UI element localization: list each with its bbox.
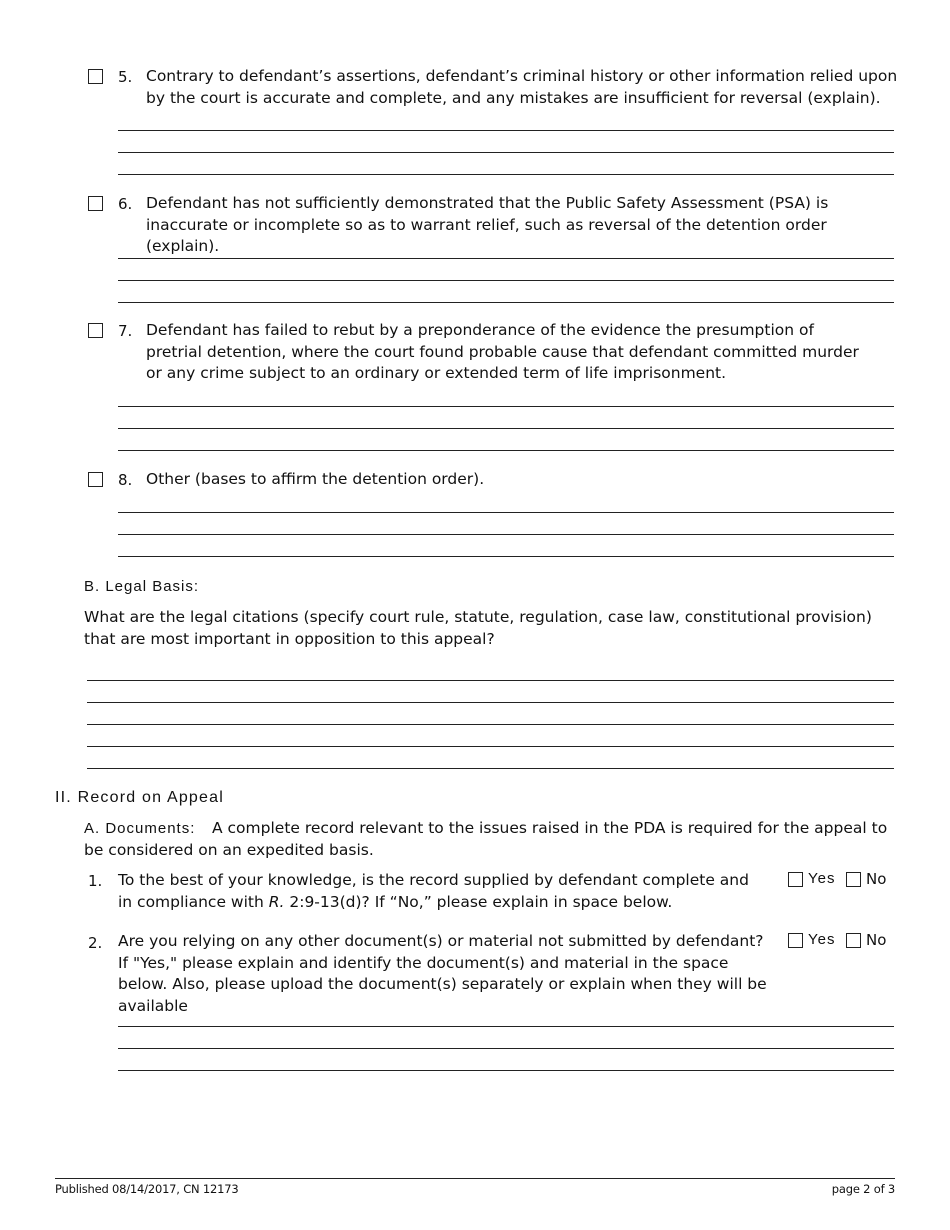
- question-2-text: Are you relying on any other document(s) or material not submitted by defendant? If "Yes," please explain and identify the document(s) and material in the space below. Also, please upload the document(s) separately or explain when they will be available: [118, 932, 767, 1015]
- item-5-number: 5.: [118, 68, 133, 86]
- answer-line[interactable]: [118, 152, 894, 153]
- question-1-text-after: 2:9-13(d)? If “No,” please explain in space below.: [284, 892, 673, 911]
- documents-description: A complete record relevant to the issues raised in the PDA is required for the appeal to be considered on an expedited basis.: [84, 819, 888, 859]
- answer-line[interactable]: [118, 512, 894, 513]
- answer-line[interactable]: [118, 428, 894, 429]
- documents-label: A. Documents:: [84, 820, 196, 837]
- question-1-text-before: To the best of your knowledge, is the record supplied by defendant complete and in compliance with: [118, 871, 749, 911]
- question-1-no-checkbox[interactable]: [846, 872, 861, 887]
- rule-reference: R.: [268, 892, 285, 911]
- answer-line[interactable]: [118, 406, 894, 407]
- answer-line[interactable]: [118, 1026, 894, 1027]
- answer-line[interactable]: [87, 746, 894, 747]
- record-on-appeal-heading: II. Record on Appeal: [55, 789, 224, 806]
- question-2-yes-label: Yes: [808, 931, 836, 948]
- question-1-no-label: No: [866, 870, 887, 888]
- answer-line[interactable]: [118, 302, 894, 303]
- footer-published: Published 08/14/2017, CN 12173: [55, 1182, 239, 1196]
- item-6-checkbox[interactable]: [88, 196, 103, 211]
- item-8-text: Other (bases to affirm the detention order).: [146, 470, 485, 488]
- question-1-text: [118, 870, 758, 913]
- answer-line[interactable]: [118, 280, 894, 281]
- answer-line[interactable]: [118, 258, 894, 259]
- answer-line[interactable]: [118, 1048, 894, 1049]
- question-2-number: 2.: [88, 934, 103, 952]
- answer-line[interactable]: [118, 450, 894, 451]
- answer-line[interactable]: [118, 1070, 894, 1071]
- answer-line[interactable]: [87, 768, 894, 769]
- question-2-yes-checkbox[interactable]: [788, 933, 803, 948]
- question-1-yes-label: Yes: [808, 870, 836, 887]
- answer-line[interactable]: [87, 680, 894, 681]
- item-5-checkbox[interactable]: [88, 69, 103, 84]
- item-8-checkbox[interactable]: [88, 472, 103, 487]
- answer-line[interactable]: [118, 130, 894, 131]
- item-7-text: Defendant has failed to rebut by a preponderance of the evidence the presumption of pretrial detention, where the court found probable cause that defendant committed murder or any crime subject to an ordinary or extended term of life imprisonment.: [146, 321, 859, 382]
- question-1-number: 1.: [88, 872, 103, 890]
- footer-divider: [55, 1178, 895, 1179]
- item-8-number: 8.: [118, 471, 133, 489]
- footer-page-number: page 2 of 3: [831, 1182, 895, 1196]
- legal-basis-prompt: What are the legal citations (specify court rule, statute, regulation, case law, constitutional provision) that are most important in opposition to this appeal?: [84, 608, 872, 648]
- answer-line[interactable]: [87, 724, 894, 725]
- question-1-yes-checkbox[interactable]: [788, 872, 803, 887]
- item-7-checkbox[interactable]: [88, 323, 103, 338]
- documents-text: [84, 818, 894, 861]
- question-2-no-checkbox[interactable]: [846, 933, 861, 948]
- item-6-text: Defendant has not sufficiently demonstrated that the Public Safety Assessment (PSA) is inaccurate or incomplete so as to warrant relief, such as reversal of the detention order (explain).: [146, 194, 829, 255]
- answer-line[interactable]: [118, 174, 894, 175]
- item-6-number: 6.: [118, 195, 133, 213]
- item-5-text: Contrary to defendant’s assertions, defendant’s criminal history or other information relied upon by the court is accurate and complete, and any mistakes are insufficient for reversal (explain).: [146, 67, 898, 107]
- question-2-no-label: No: [866, 931, 887, 949]
- answer-line[interactable]: [118, 534, 894, 535]
- item-7-number: 7.: [118, 322, 133, 340]
- answer-line[interactable]: [118, 556, 894, 557]
- legal-basis-heading: B. Legal Basis:: [84, 578, 200, 595]
- answer-line[interactable]: [87, 702, 894, 703]
